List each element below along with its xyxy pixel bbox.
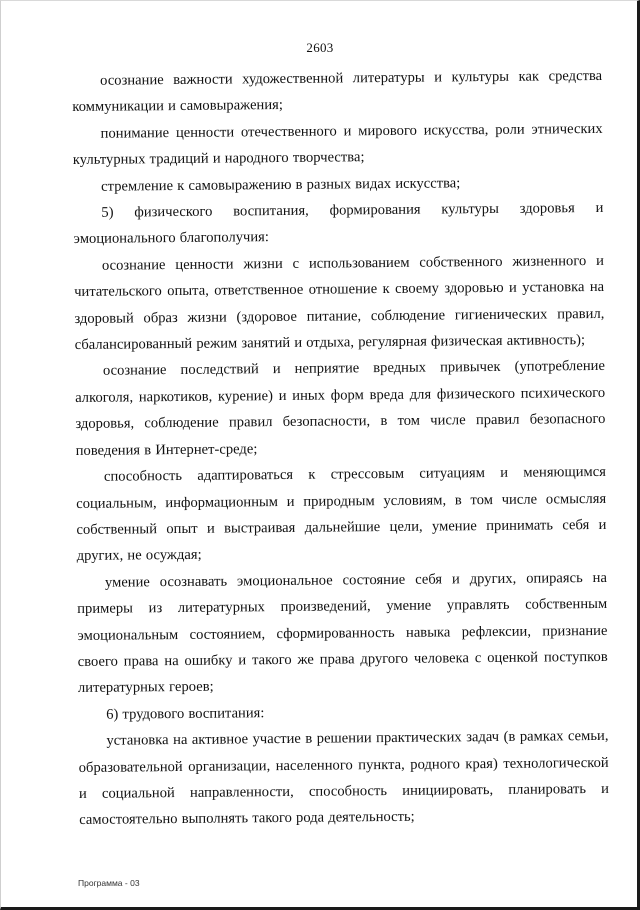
section-heading-labor-education: 6) трудового воспитания: <box>106 704 265 723</box>
paragraph-stress-adaptation: способность адаптироваться к стрессовым ситуациям и меняющимся социальным, информационным и природным условиям, в том числе осмысляя собственный опыт и выстраивая дальнейшие цели, умение принимать себя и других, не осуждая; <box>76 463 607 565</box>
section-heading-physical-education: 5) физического воспитания, формирования культуры здоровья и эмоционального благополучия: <box>73 199 604 248</box>
page-number: 2603 <box>306 40 334 55</box>
footer-program-label: Программа - 03 <box>78 878 140 888</box>
paragraph-practical-tasks: установка на активное участие в решении практических задач (в рамках семьи, образовательной организации, населенного пункта, родного края) технологической и социальной направленности, способность инициировать, планировать и самостоятельно выполнять такого рода деятельность; <box>78 728 610 829</box>
paragraph-bad-habits: осознание последствий и неприятие вредных привычек (употребление алкоголя, наркотиков, курение) и иных форм вреда для физического психического здоровья, соблюдение правил безопасности, в том числе правил безопасного поведения в Интернет-среде; <box>75 358 606 459</box>
document-body <box>72 63 609 834</box>
paragraph-art-value: понимание ценности отечественного и мирового искусства, роли этнических культурных традиций и народного творчества; <box>72 120 603 169</box>
paragraph-self-expression: стремление к самовыражению в разных видах искусства; <box>101 174 461 195</box>
paragraph-literature-importance: осознание важности художественной литературы и культуры как средства коммуникации и самовыражения; <box>72 67 603 116</box>
paragraph-emotional-awareness: умение осознавать эмоциональное состояние себя и других, опираясь на примеры из литературных произведений, умение управлять собственным эмоциональным состоянием, сформированность навыка рефлексии, признание своего права на ошибку и такого же права другого человека с оценкой поступков литературных героев; <box>77 569 608 697</box>
paragraph-life-value: осознание ценности жизни с использованием собственного жизненного и читательского опыта, ответственное отношение к своему здоровью и установка на здоровый образ жизни (здоровое питание, соблюдение гигиенических правил, сбалансированный режим занятий и отдыха, регулярная физическая активность); <box>74 252 605 354</box>
